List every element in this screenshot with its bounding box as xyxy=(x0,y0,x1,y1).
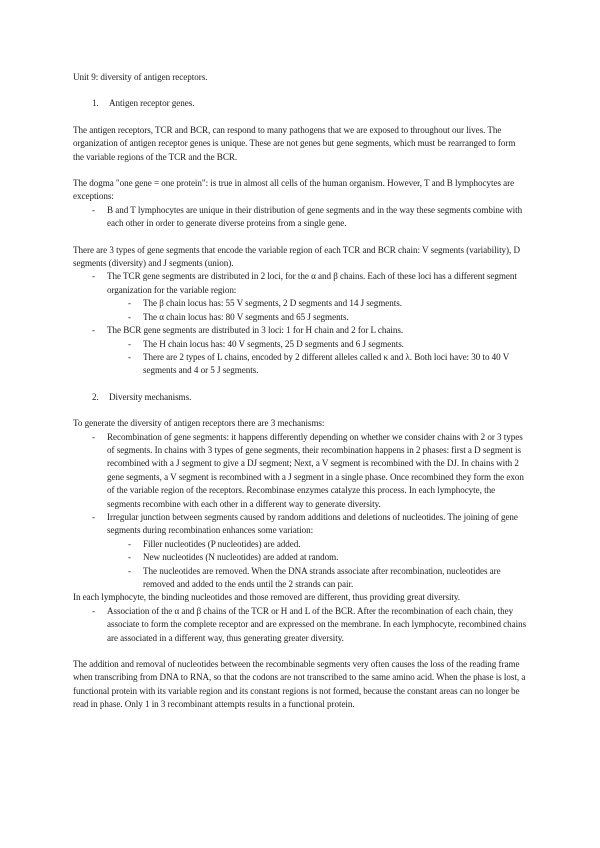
bullet-item: - Irregular junction between segments caused by random additions and deletions of nucleotides. The joining of gene segments during recombination enhances some variation: xyxy=(92,511,518,536)
sub-bullet-item: - The nucleotides are removed. When the DNA strands associate after recombination, nucleotides are removed and added to the ends until the 2 strands can pair. xyxy=(128,565,501,589)
section-number: 1. xyxy=(92,98,99,109)
sub-bullet-item: - The α chain locus has: 80 V segments and 65 J segments. xyxy=(128,311,349,322)
paragraph: To generate the diversity of antigen receptors there are 3 mechanisms: xyxy=(73,418,325,429)
bullet-item: - The TCR gene segments are distributed in 2 loci, for the α and β chains. Each of these loci has a different segment organization for the variable region: xyxy=(92,271,517,295)
sub-bullet-item: - The β chain locus has: 55 V segments, 2 D segments and 14 J segments. xyxy=(128,298,402,309)
sub-bullet-item: - There are 2 types of L chains, encoded by 2 different alleles called κ and λ. Both loci have: 30 to 40 V segments and 4 or 5 J segments. xyxy=(128,351,510,376)
bullet-item: - Association of the α and β chains of the TCR or H and L of the BCR. After the recombination of each chain, they associate to form the complete receptor and are expressed on the membrane. In each lymphocyte, recombined chains are associated in a different way, thus generating greater diversity. xyxy=(92,605,527,643)
section-title: Antigen receptor genes. xyxy=(109,98,195,109)
paragraph: There are 3 types of gene segments that encode the variable region of each TCR and BCR chain: V segments (variability), D segments (diversity) and J segments (union). xyxy=(73,244,520,269)
document-title: Unit 9: diversity of antigen receptors. xyxy=(73,72,208,82)
sub-bullet-item: - Filler nucleotides (P nucleotides) are added. xyxy=(128,538,301,549)
paragraph: The dogma "one gene = one protein": is true in almost all cells of the human organism. However, T and B lymphocytes are exceptions: xyxy=(73,178,515,202)
paragraph: The antigen receptors, TCR and BCR, can respond to many pathogens that we are exposed to throughout our lives. The organization of antigen receptor genes is unique. These are not genes but gene segments, which must be rearranged to form the variable regions of the TCR and the BCR. xyxy=(73,124,516,162)
document-body xyxy=(73,71,528,712)
bullet-item: - Recombination of gene segments: it happens differently depending on whether we consider chains with 2 or 3 types of segments. In chains with 3 types of gene segments, their recombination happens in 2 phases: first a D segment is recombined with a J segment to give a DJ segment; Next, a V segment is recombined with the DJ. In chains with 2 gene segments, a V segment is recombined with a J segment in a single phase. Once recombined they form the exon of the variable region of the receptors. Recombinase enzymes catalyze this process. In each lymphocyte, the segments recombine with each other in a different way to generate diversity. xyxy=(92,431,524,509)
bullet-item: - The BCR gene segments are distributed in 3 loci: 1 for H chain and 2 for L chains. xyxy=(92,325,404,336)
paragraph: In each lymphocyte, the binding nucleotides and those removed are different, thus providing great diversity. xyxy=(73,592,461,603)
section-heading-1 xyxy=(73,97,528,110)
bullet-item: - B and T lymphocytes are unique in their distribution of gene segments and in the way these segments combine with each other in order to generate diverse proteins from a single gene. xyxy=(92,204,523,229)
section-title: Diversity mechanisms. xyxy=(109,391,192,402)
section-heading-2 xyxy=(73,391,528,404)
sub-bullet-item: - The H chain locus has: 40 V segments, 25 D segments and 6 J segments. xyxy=(128,338,404,349)
paragraph: The addition and removal of nucleotides between the recombinable segments very often causes the loss of the reading frame when transcribing from DNA to RNA, so that the codons are not transcribed to the same amino acid. When the phase is lost, a functional protein with its variable region and its constant regions is not formed, because the constant areas can no longer be read in phase. Only 1 in 3 recombinant attempts results in a functional protein. xyxy=(73,659,526,710)
sub-bullet-item: - New nucleotides (N nucleotides) are added at random. xyxy=(128,552,339,563)
section-number: 2. xyxy=(92,391,99,402)
